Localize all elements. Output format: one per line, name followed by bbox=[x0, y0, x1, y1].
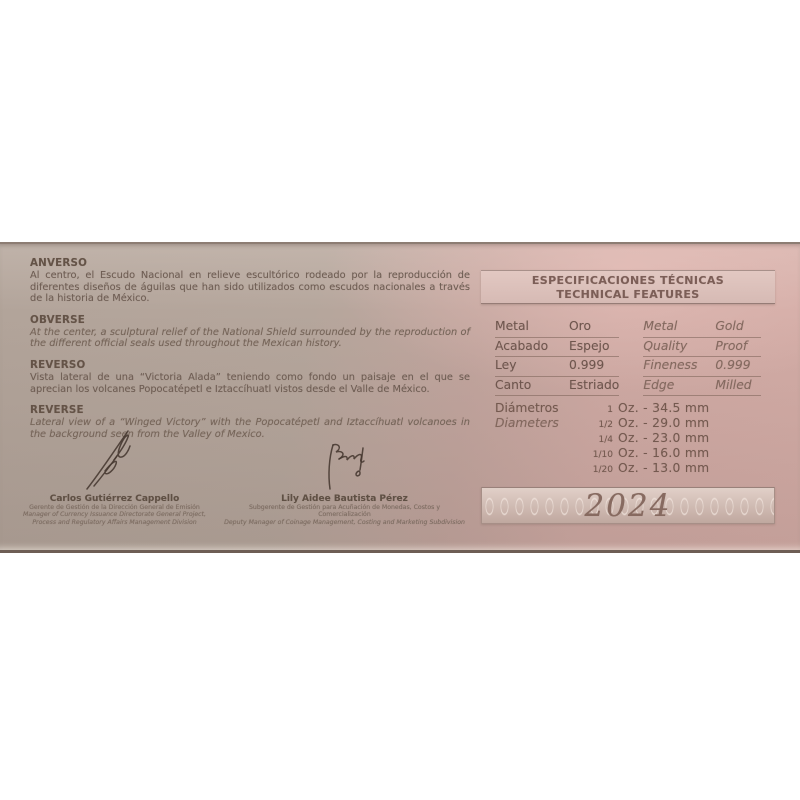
technical-panel bbox=[481, 244, 775, 555]
diameters-label-en: Diameters bbox=[495, 416, 559, 430]
section-anverso bbox=[30, 257, 470, 305]
section-obverse bbox=[30, 314, 470, 350]
signature-lily-icon bbox=[222, 424, 467, 492]
signatory-title-en: Process and Regulatory Affairs Management Division bbox=[32, 518, 197, 526]
diameters-label-es: Diámetros bbox=[495, 401, 559, 415]
coin-fraction: 1/2 bbox=[598, 420, 613, 430]
spec-label: Fineness bbox=[643, 358, 698, 372]
spec-label: Ley bbox=[495, 358, 517, 372]
year-guilloche-band bbox=[481, 487, 775, 524]
section-text: Al centro, el Escudo Nacional en relieve escultórico rodeado por la reproducción de diferentes diseños de águilas que han sido utilizados como escudos nacionales a través de la historia de México. bbox=[30, 270, 470, 305]
spec-label: Acabado bbox=[495, 338, 549, 353]
signatory-title-es: Gerente de Gestión de la Dirección General de Emisión bbox=[29, 504, 200, 511]
coin-diameter: Oz. - 23.0 mm bbox=[618, 431, 710, 445]
spec-row bbox=[495, 318, 619, 338]
signature-carlos-icon bbox=[12, 424, 217, 492]
spec-value: Gold bbox=[715, 319, 744, 333]
spec-table-spanish bbox=[495, 318, 619, 396]
technical-features-header bbox=[481, 270, 775, 304]
spec-label: Canto bbox=[495, 377, 532, 392]
spec-row bbox=[643, 357, 761, 377]
spec-tables bbox=[495, 318, 761, 396]
section-reverso bbox=[30, 359, 470, 395]
spec-label: Quality bbox=[643, 338, 688, 353]
coin-fraction: 1/20 bbox=[592, 465, 613, 475]
header-line-es: ESPECIFICACIONES TÉCNICAS bbox=[531, 274, 725, 287]
spec-row bbox=[643, 377, 761, 397]
coin-diameter: Oz. - 13.0 mm bbox=[618, 461, 710, 475]
certificate-photo bbox=[0, 242, 800, 553]
spec-table-english bbox=[643, 318, 761, 396]
signatory-right bbox=[222, 424, 467, 526]
section-heading: ANVERSO bbox=[30, 257, 88, 269]
section-heading: REVERSE bbox=[30, 404, 84, 417]
spec-value: 0.999 bbox=[715, 358, 751, 372]
section-heading: OBVERSE bbox=[30, 313, 85, 326]
signatory-left bbox=[12, 424, 217, 526]
diameter-rows bbox=[581, 401, 761, 476]
coin-descriptions bbox=[30, 257, 470, 449]
signatory-name: Carlos Gutiérrez Cappello bbox=[49, 494, 180, 504]
coin-fraction: 1/10 bbox=[592, 450, 613, 460]
diameter-row bbox=[581, 461, 761, 476]
spec-row bbox=[495, 377, 619, 397]
year-label: 2024 bbox=[584, 487, 672, 524]
spec-value: Oro bbox=[569, 319, 591, 333]
spec-row bbox=[495, 338, 619, 358]
spec-row bbox=[495, 357, 619, 377]
signatory-name: Lily Aidee Bautista Pérez bbox=[281, 494, 408, 504]
coin-diameter: Oz. - 34.5 mm bbox=[618, 401, 710, 415]
spec-value: 0.999 bbox=[569, 358, 605, 372]
coin-diameter: Oz. - 16.0 mm bbox=[618, 446, 710, 460]
coin-fraction: 1/4 bbox=[598, 435, 613, 445]
spec-row bbox=[643, 338, 761, 358]
spec-label: Edge bbox=[643, 377, 675, 392]
header-line-en: TECHNICAL FEATURES bbox=[556, 288, 700, 301]
signatory-title-en: Manager of Currency Issuance Directorate General Project, bbox=[23, 511, 206, 519]
section-text: Lateral view of a “Winged Victory” with the Popocatépetl and Iztaccíhuatl volcanoes in the background seen from the Valley of Mexico. bbox=[30, 417, 470, 440]
signatory-title-es: Subgerente de Gestión para Acuñación de Monedas, Costos y Comercialización bbox=[249, 504, 440, 519]
section-text: Vista lateral de una “Victoria Alada” teniendo como fondo un paisaje en el que se aprecian los volcanes Popocatépetl e Iztaccíhuatl vistos desde el Valle de México. bbox=[30, 371, 470, 395]
diameter-row bbox=[581, 401, 761, 416]
diameter-row bbox=[581, 446, 761, 461]
diameter-row bbox=[581, 416, 761, 431]
diameter-row bbox=[581, 431, 761, 446]
spec-value: Milled bbox=[715, 377, 752, 392]
spec-label: Metal bbox=[643, 319, 678, 333]
section-heading: REVERSO bbox=[30, 358, 86, 371]
coin-fraction: 1 bbox=[607, 405, 613, 415]
diameters-block bbox=[495, 401, 710, 475]
spec-label: Metal bbox=[495, 319, 529, 333]
spec-row bbox=[643, 318, 761, 338]
signatory-title-en: Deputy Manager of Coinage Management, Costing and Marketing Subdivision bbox=[224, 518, 465, 526]
section-text: At the center, a sculptural relief of the National Shield surrounded by the reproduction of the different official seals used throughout the Mexican history. bbox=[30, 326, 470, 350]
spec-value: Proof bbox=[715, 338, 748, 353]
spec-value: Estriado bbox=[569, 377, 620, 392]
coin-diameter: Oz. - 29.0 mm bbox=[618, 416, 710, 430]
spec-value: Espejo bbox=[569, 338, 610, 353]
